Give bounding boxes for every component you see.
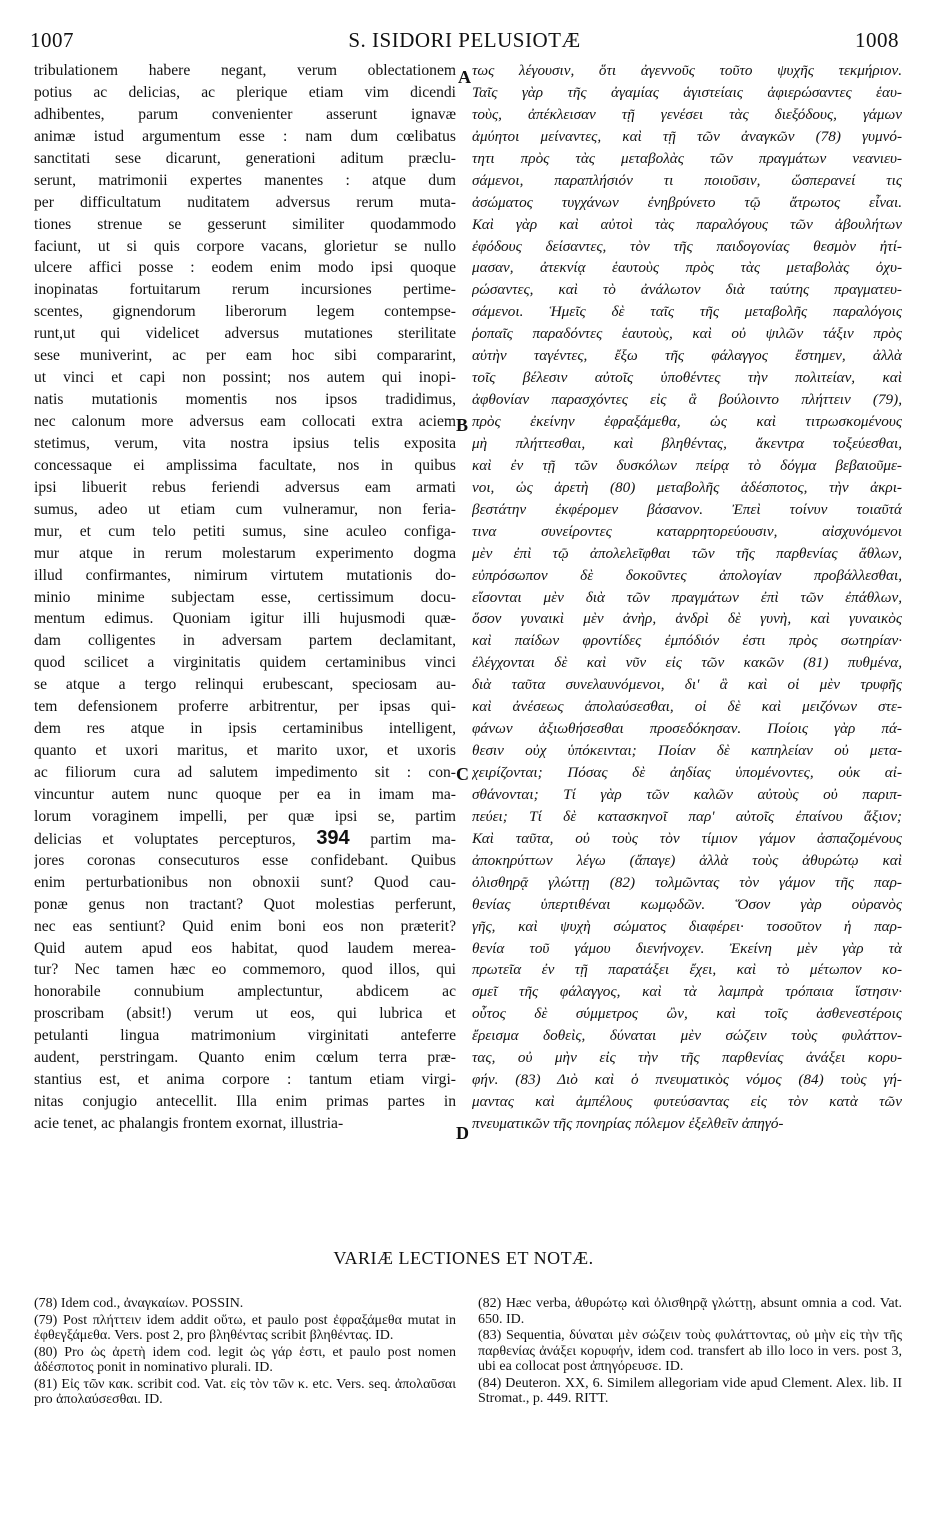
footnote: (83) Sequentia, δύναται μὲν σώζειν τοὺς φυλάττοντας, οὐ μὴν εἰς τὴν τῆς παρθενίας ἀνάξει κορυφήν, idem cod. transfert ab illo loco in vers. post 3, ubi ea collocat post ἀπηγόρευσε. ID. — [478, 1328, 902, 1374]
greek-text-line: ἐφόδους δείσαντες, τὸν τῆς παιδογονίας θεσμὸν ἠτί- — [472, 237, 902, 255]
greek-text-line: φήν. (83) Διὸ καὶ ὁ πνευματικὸς νόμος (84) τοὺς γή- — [472, 1071, 902, 1089]
greek-text-line: εὐπρόσωπον δὲ δοκοῦντες ἀπολογίαν προβάλλεσθαι, — [472, 566, 902, 584]
greek-text-line: τινα συνείροντες καταρρητορεύουσιν, αἰσχυνόμενοι — [472, 522, 902, 540]
latin-text-line: ipsi libuerit rebus feriendi adversus eam armati — [34, 478, 456, 496]
latin-text-line: quod scilicet a virginitatis quidem certaminibus vinci — [34, 654, 456, 672]
greek-text-line: εἴσονται μὲν διὰ τῶν πραγμάτων ἐπὶ τῶν ἐπάθλων, — [472, 588, 902, 606]
greek-text-line: ἀμύητοι μείναντες, καὶ τῇ τῶν ἀναγκῶν (78) γυμνό- — [472, 127, 902, 145]
greek-text-line: τοὺς, ἀπέκλεισαν τῇ γενέσει τὰς διεξόδους, γάμων — [472, 105, 902, 123]
latin-text-line: animæ istud argumentum esse : nam dum cœlibatus — [34, 127, 456, 145]
page-number-right: 1008 — [855, 28, 899, 52]
latin-text-line: nec eas sentiunt? Quid enim boni eos non præterit? — [34, 917, 456, 935]
latin-text-line: audent, perstringam. Quanto enim cœlum terra præ- — [34, 1049, 456, 1067]
greek-text-line: πνευματικῶν τῆς πονηρίας πόλεμον ἐξελθεῖν ἀπηγό- — [472, 1115, 784, 1132]
greek-text-line: ὀλισθηρᾷ γλώττῃ (82) τολμῶντας τὸν γάμον τῆς παρ- — [472, 873, 902, 891]
latin-text-line: minio minime subjectam esse, certissimum docu- — [34, 588, 456, 606]
greek-text-line: μασαν, ἀτεκνίᾳ ἑαυτοὺς πρὸς τὰς μεταβολὰς ὀχυ- — [472, 259, 902, 277]
greek-text-line: ἀποκηρύττων λέγω (ἄπαγε) ἀλλὰ τοὺς ἀθυρώτῳ καὶ — [472, 851, 902, 869]
latin-column — [34, 60, 456, 1240]
latin-text-line: scentes, gignendorum liberorum legem contempse- — [34, 303, 456, 321]
header-title: S. ISIDORI PELUSIOTÆ — [348, 28, 581, 52]
latin-text-line: lorum voraginem impelli, per quæ ipsi se, partim — [34, 807, 456, 825]
latin-text-line: delicias et voluptates percepturos, 394 partim ma- — [34, 827, 456, 849]
greek-text-line: τοῖς βέλεσιν αὐτοῖς ὑποθέντες τὴν πολιτείαν, καὶ — [472, 369, 902, 387]
greek-text-line: σθάνονται; Τί γὰρ τῶν καλῶν αὐτοὺς οὐ παριπ- — [472, 785, 902, 803]
greek-text-line: βεστάτην ἐκφέρομεν βάσανον. Ἐπεὶ τοίνυν τοιαῦτά — [472, 500, 902, 518]
greek-text-line: σάμενοι, παραπλήσιόν τι ποιοῦσιν, ὥσπερανεί τις — [472, 171, 902, 189]
latin-text-line: natis mutationis momentis nos ipsos tradidimus, — [34, 391, 456, 409]
notes-right-column — [478, 1296, 902, 1408]
greek-text-line: τως λέγουσιν, ὅτι ἀγεννοῦς τοῦτο ψυχῆς τεκμήριον. — [472, 62, 902, 79]
latin-text-line: potius ac delicias, ac plerique etiam vim dicendi — [34, 83, 456, 101]
latin-text-line: ulcere affici posse : eodem enim modo ipsi quoque — [34, 259, 456, 277]
latin-text-line: stantius est, et anima corpore : tantum etiam virgi- — [34, 1071, 456, 1089]
latin-text-line: inopinatas fortuitarum rerum incursiones pertime- — [34, 281, 456, 299]
greek-text-line: μὲν ἐπὶ τῷ ἀπολελεῖφθαι τῶν τῆς παρθενίας ἄθλων, — [472, 544, 902, 562]
margin-marker-c: C — [456, 764, 469, 784]
greek-text-line: ἐλέγχονται δὲ καὶ νῦν εἰς τῶν κακῶν (81) πυθμένα, — [472, 654, 902, 672]
latin-text-line: ut vinci et capi non possint; nos autem qui inopi- — [34, 369, 456, 387]
latin-text-line: concessaque ei amplissima facultate, nos in quibus — [34, 456, 456, 474]
greek-column — [472, 60, 902, 1240]
latin-text-line: runt,ut qui videlicet adversus mutationes sterilitate — [34, 325, 456, 343]
footnote: (84) Deuteron. XX, 6. Similem allegoriam vide apud Clement. Alex. lib. II Stromat., p. 449. RITT. — [478, 1375, 902, 1406]
latin-text-line: faciunt, ut si quis corpore vacans, glorietur se nullo — [34, 237, 456, 255]
latin-text-line: sanctitati sese dicarunt, generationi aditum præclu- — [34, 149, 456, 167]
latin-text-line: vincuntur autem nunc quoque per ea in imam ma- — [34, 785, 456, 803]
greek-text-line: ἀφθονίαν παρασχόντες εἰς ἃ βούλοιντο πλήττειν (79), — [472, 391, 902, 409]
greek-text-line: καὶ ἀνέσεως ἀπολαύσεσθαι, οἱ δὲ καὶ μειζόνων στε- — [472, 698, 902, 716]
greek-text-line: ἔρεισμα δοθεὶς, δύναται μὲν σώζειν τοὺς φυλάττον- — [472, 1027, 902, 1045]
inline-page-number: 394 — [316, 827, 350, 849]
latin-text-line: petulanti lingua matrimonium virginitati anteferre — [34, 1027, 456, 1045]
footnote: (79) Post πλήττειν idem addit οὕτω, et paulo post ἐφραξάμεθα mutat in ἐφθεγξάμεθα. Vers. post 2, pro βληθέντας scribit βληθέντας. ID. — [34, 1312, 456, 1343]
latin-text-line: tem defensionem proferre arbitrentur, per ipsas qui- — [34, 698, 456, 716]
greek-text-line: καὶ ἐν τῇ τῶν δυσκόλων πείρᾳ τὸ δόγμα βεβαιοῦμε- — [472, 456, 902, 474]
latin-text-line: stetimus, verum, vita nostra ipsius telis exposita — [34, 434, 456, 452]
latin-text-line: enim perturbationibus non obnoxii sunt? Quod cau- — [34, 873, 456, 891]
greek-text-line: θεσιν οὐχ ὑπόκεινται; Ποίαν δὲ καπηλείαν οὐ μετα- — [472, 742, 902, 760]
greek-text-line: τητι πρὸς τὰς μεταβολὰς τῶν πραγμάτων νεανιευ- — [472, 149, 902, 167]
greek-text-line: αὐτὴν ταγέντες, ἔξω τῆς φάλαγγος ἔστημεν, ἀλλὰ — [472, 347, 902, 365]
greek-text-line: ὅσον γυναικὶ μὲν ἀνὴρ, ἀνδρὶ δὲ γυνὴ, καὶ γυναικὸς — [472, 610, 902, 628]
greek-text-line: πρὸς ἐκείνην ἐφραξάμεθα, ὡς καὶ τιτρωσκομένους — [472, 413, 902, 430]
greek-text-line: μαντας καὶ ἀμπέλους φυτεύσαντας εἰς τὸν κατὰ τῶν — [472, 1093, 902, 1111]
greek-text-line: Καὶ ταῦτα, οὐ τοὺς τὸν τίμιον γάμον ἀσπαζομένους — [472, 829, 902, 847]
footnote: (82) Hæc verba, ἀθυρώτῳ καὶ ὀλισθηρᾷ γλώττῃ, absunt omnia a cod. Vat. 650. ID. — [478, 1296, 902, 1327]
latin-text-line: mur atque in rerum molestarum experimento dogma — [34, 544, 456, 562]
latin-text-line: sese muniverint, ac per eam hoc sibi compararint, — [34, 347, 456, 365]
latin-text-line: se atque a tergo relinqui erubescant, speciosam au- — [34, 676, 456, 694]
latin-text-line: mentum edimus. Quoniam igitur illi hujusmodi quæ- — [34, 610, 456, 628]
latin-text-line: jores coronas consecuturos esse confidebant. Quibus — [34, 851, 456, 869]
greek-text-line: οὗτος δὲ σύμμετρος ὢν, καὶ τοῖς ἀσθενεστέροις — [472, 1005, 902, 1023]
latin-text-line: tur? Nec tamen hæc eo commemoro, quod illos, qui — [34, 961, 456, 979]
footnote: (81) Εἰς τῶν κακ. scribit cod. Vat. εἰς τὸν τῶν κ. etc. Vers. seq. ἀπολαῦσαι pro ἀπολαύσεσθαι. ID. — [34, 1376, 456, 1407]
greek-text-line: ῥοπαῖς παραδόντες ἑαυτοὺς, καὶ οὐ ψιλῶν τάξιν πρὸς — [472, 325, 902, 343]
footnote: (78) Idem cod., ἀναγκαίων. POSSIN. — [34, 1296, 244, 1311]
greek-text-line: σάμενοι. Ἡμεῖς δὲ ταῖς τῆς μεταβολῆς παραλόγοις — [472, 303, 902, 321]
greek-text-line: νοι, ὡς ἀρετὴ (80) μεταβολῆς ἀδέσποτος, τὴν ἀκρι- — [472, 478, 902, 496]
greek-text-line: γῆς, καὶ ψυχὴ σώματος διαφέρει· τοσοῦτον ἡ παρ- — [472, 917, 902, 935]
latin-text-line: per difficultatum nuditatem adversus rerum muta- — [34, 193, 456, 211]
greek-text-line: τας, οὐ μὴν εἰς τὴν τῆς παρθενίας ἀνάξει κορυ- — [472, 1049, 902, 1067]
latin-text-line: serunt, matrimonii expertes manentes : atque dum — [34, 171, 456, 189]
greek-text-line: φάνων ἀξιωθήσεσθαι προσεδόκησαν. Ποίοις γὰρ πά- — [472, 720, 902, 738]
greek-text-line: καὶ παίδων φροντίδες ἐμπόδιόν ἐστι πρὸς σωτηρίαν· — [472, 632, 902, 650]
margin-marker-d: D — [456, 1123, 469, 1143]
latin-text-line: tiones strenue se gesserunt similiter quodammodo — [34, 215, 456, 233]
latin-text-line: proscribam (absit!) verum ut eos, qui lubrica et — [34, 1005, 456, 1023]
greek-text-line: πεύει; Τί δὲ κατασκηνοῖ παρ' αὐτοῖς ἐπαίνου ἄξιον; — [472, 807, 902, 825]
latin-text-line: dem res atque in ipsis certaminibus intelligent, — [34, 720, 456, 738]
greek-text-line: Καὶ γὰρ καὶ αὐτοὶ τὰς παραλόγους τῶν ἀβουλήτων — [472, 215, 902, 233]
latin-text-line: Quid autem apud eos habitat, quod laudem merea- — [34, 939, 456, 957]
latin-text-line: adhibentes, parum convenienter asserunt ignavæ — [34, 105, 456, 123]
greek-text-line: θενία τοῦ γάμου διενήνοχεν. Ἐκείνη μὲν γὰρ τὰ — [472, 939, 902, 957]
running-header — [30, 28, 899, 54]
margin-marker-a: A — [458, 67, 471, 87]
margin-marker-b: B — [456, 415, 469, 435]
latin-text-line: mur, et cum telo petiti sumus, sine aculeo configa- — [34, 522, 456, 540]
latin-text-line: ac filiorum cura ad salutem impedimento sit : con- — [34, 764, 456, 781]
greek-text-line: θενίας ὑπερτιθέναι κωμῳδῶν. Ὅσον γὰρ οὐρανὸς — [472, 895, 902, 913]
latin-text-line: honorabile connubium amplectuntur, abdicem ac — [34, 983, 456, 1001]
notes-title: VARIÆ LECTIONES ET NOTÆ. — [333, 1248, 594, 1268]
latin-text-line: acie tenet, ac phalangis frontem exornat, illustria- — [34, 1115, 344, 1132]
greek-text-line: Ταῖς γὰρ τῆς ἀγαμίας ἁγιστείαις ἀφιερώσαντες ἑαυ- — [472, 83, 902, 101]
notes-left-column — [34, 1296, 456, 1409]
latin-text-line: dam colligentes in adversam partem declamitant, — [34, 632, 456, 650]
greek-text-line: διὰ ταῦτα συνελαυνόμενοι, δι' ἃ καὶ οἱ μὲν τρυφῆς — [472, 676, 902, 694]
latin-text-line: sumus, adeo ut etiam cum vulneramur, non feria- — [34, 500, 456, 518]
latin-text-line: quanto et uxori maritus, et marito uxor, et uxoris — [34, 742, 456, 760]
latin-text-line: nec calonum more adversus eam collocati extra aciem — [34, 413, 456, 430]
greek-text-line: σμεῖ τῆς φάλαγγος, καὶ τὰ λαμπρὰ τρόπαια ἵστησιν· — [472, 983, 902, 1001]
page-number-left: 1007 — [30, 28, 74, 52]
latin-text-line: tribulationem habere negant, verum oblectationem — [34, 62, 456, 79]
greek-text-line: μὴ πλήττεσθαι, καὶ βληθέντας, ἄκεντρα τοξεύεσθαι, — [472, 434, 902, 452]
footnote: (80) Pro ὡς ἀρετὴ idem cod. legit ὡς γάρ ἐστι, et paulo post nomen ἀδέσποτος ponit in nominativo plurali. ID. — [34, 1344, 456, 1375]
latin-text-line: nitas conjugio antecellit. Illa enim primas partes in — [34, 1093, 456, 1111]
greek-text-line: πρωτεῖα ἐν τῇ παρατάξει ἔχει, καὶ τὸ μέτωπον κο- — [472, 961, 902, 979]
latin-text-line: ponæ genus non tractant? Quot molestias perferunt, — [34, 895, 456, 913]
greek-text-line: ρώσαντες, καὶ τὸ ἀνάλωτον διὰ ταύτης πραγματευ- — [472, 281, 902, 299]
latin-text-line: illud confirmantes, nimirum virtutem mutationis do- — [34, 566, 456, 584]
greek-text-line: χειρίζονται; Πόσας δὲ ἀηδίας ὑπομένοντες, οὐκ αἰ- — [472, 764, 902, 781]
greek-text-line: ἀσώματος τυγχάνων ἐνηβρύνετο τῷ ἄτρωτος εἶναι. — [472, 193, 902, 211]
